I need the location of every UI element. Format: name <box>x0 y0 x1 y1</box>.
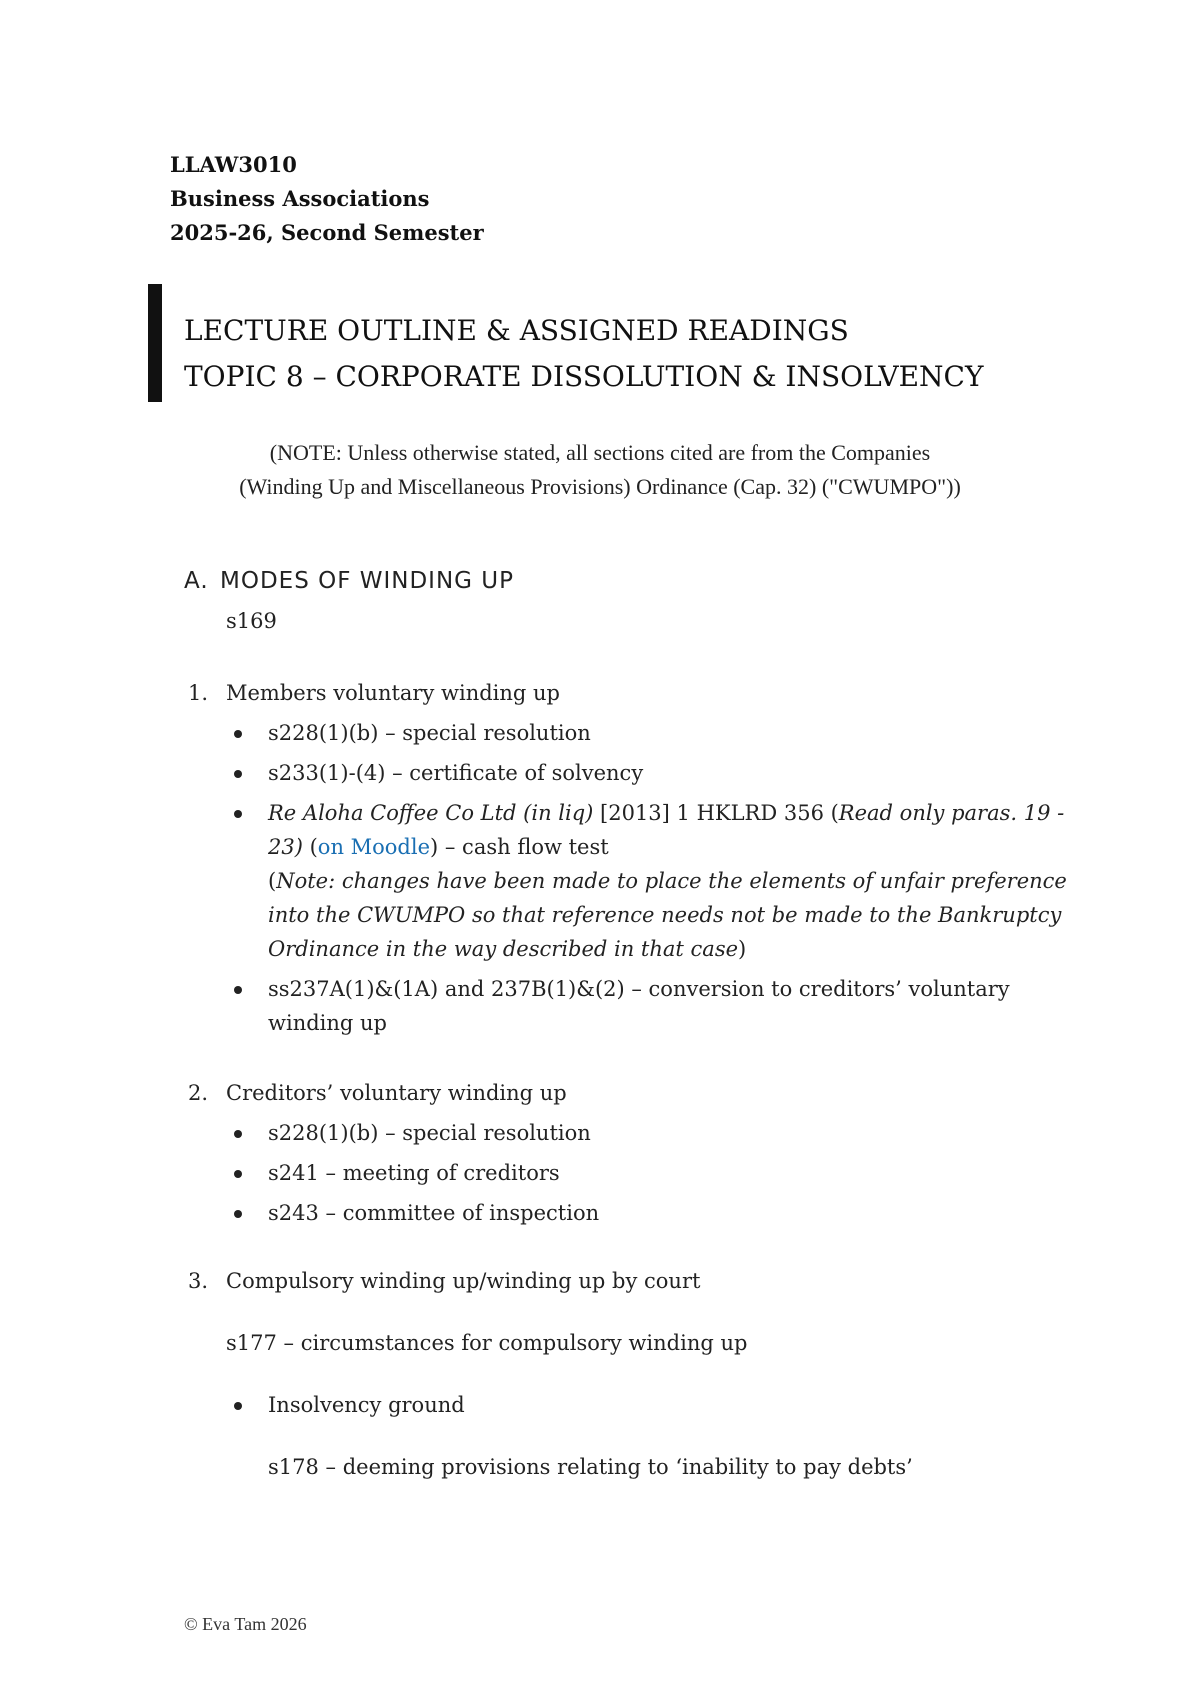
course-header <box>170 148 484 250</box>
section-letter: A. <box>184 568 209 594</box>
note-line-2: (Winding Up and Miscellaneous Provisions) Ordinance (Cap. 32) ("CWUMPO")) <box>239 474 961 499</box>
note-open-paren: ( <box>268 869 277 893</box>
bullet-icon <box>234 1130 242 1138</box>
item-number: 1. <box>188 681 209 705</box>
case-reference-line-2 <box>268 830 609 864</box>
item-title: Compulsory winding up/winding up by court <box>226 1269 701 1293</box>
bullet-icon <box>234 1210 242 1218</box>
case-citation: [2013] 1 HKLRD 356 ( <box>593 801 839 825</box>
case-name: Re Aloha Coffee Co Ltd (in liq) <box>268 801 594 825</box>
case-paras: Read only paras. 19 - <box>838 801 1065 825</box>
link-open-paren: ( <box>302 835 318 859</box>
list-item: s241 – meeting of creditors <box>268 1161 560 1185</box>
case-test: ) – cash flow test <box>430 835 609 859</box>
note-line-1: (NOTE: Unless otherwise stated, all sections cited are from the Companies <box>269 440 931 465</box>
title-accent-bar <box>148 284 162 402</box>
list-item: Insolvency ground <box>268 1393 465 1417</box>
list-item: s233(1)-(4) – certificate of solvency <box>268 761 644 785</box>
list-item: s243 – committee of inspection <box>268 1201 600 1225</box>
bullet-icon <box>234 986 242 994</box>
case-note-line-2: into the CWUMPO so that reference needs not be made to the Bankruptcy <box>268 903 1062 927</box>
case-note-text: Ordinance in the way described in that case <box>268 937 739 961</box>
list-item: ss237A(1)&(1A) and 237B(1)&(2) – conversion to creditors’ voluntary <box>268 977 1010 1001</box>
section-heading <box>184 568 514 594</box>
title-line-2: TOPIC 8 – CORPORATE DISSOLUTION & INSOLVENCY <box>184 360 984 393</box>
bullet-icon <box>234 770 242 778</box>
case-reference-line-1 <box>268 796 1064 830</box>
list-item-continued: winding up <box>268 1011 387 1035</box>
bullet-icon <box>234 730 242 738</box>
bullet-icon <box>234 810 242 818</box>
course-name: Business Associations <box>170 186 430 211</box>
case-note-line-1 <box>268 864 1067 898</box>
bullet-icon <box>234 1402 242 1410</box>
section-title: MODES OF WINDING UP <box>220 568 515 594</box>
section-ref: s178 – deeming provisions relating to ‘inability to pay debts’ <box>268 1455 913 1479</box>
title-line-1: LECTURE OUTLINE & ASSIGNED READINGS <box>184 314 849 347</box>
list-item: s228(1)(b) – special resolution <box>268 1121 591 1145</box>
section-ref: s177 – circumstances for compulsory winding up <box>226 1331 748 1355</box>
item-number: 3. <box>188 1269 209 1293</box>
list-item: s228(1)(b) – special resolution <box>268 721 591 745</box>
page-title <box>184 308 983 400</box>
case-note-line-3 <box>268 932 746 966</box>
moodle-link[interactable]: on Moodle <box>317 835 431 859</box>
section-ref: s169 <box>226 609 277 633</box>
item-title: Creditors’ voluntary winding up <box>226 1081 567 1105</box>
semester: 2025-26, Second Semester <box>170 220 484 245</box>
bullet-icon <box>234 1170 242 1178</box>
course-code: LLAW3010 <box>170 152 297 177</box>
case-note-text: Note: changes have been made to place the elements of unfair preference <box>276 869 1067 893</box>
note-block <box>150 436 1050 504</box>
copyright-footer: © Eva Tam 2026 <box>184 1614 307 1634</box>
item-number: 2. <box>188 1081 209 1105</box>
note-close-paren: ) <box>738 937 747 961</box>
item-title: Members voluntary winding up <box>226 681 561 705</box>
case-paras-end: 23) <box>268 835 303 859</box>
